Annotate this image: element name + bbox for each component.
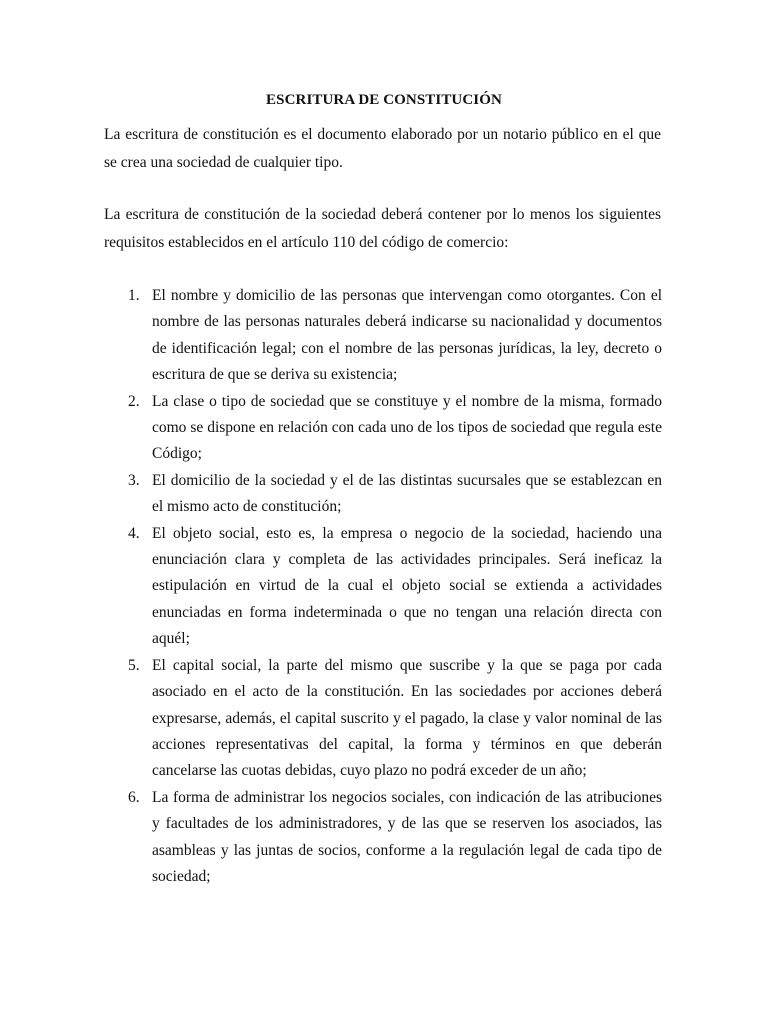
- list-item-number: 5.: [128, 656, 140, 674]
- list-item: [104, 785, 662, 891]
- list-item: [104, 521, 662, 653]
- list-item-number: 4.: [128, 524, 140, 542]
- list-item-text: El nombre y domicilio de las personas que intervengan como otorgantes. Con el nombre de las personas naturales deberá indicarse su nacionalidad y documentos de identificación legal; con el nombre de las personas jurídicas, la ley, decreto o escritura de que se deriva su existencia;: [152, 287, 662, 384]
- list-item-text: El objeto social, esto es, la empresa o negocio de la sociedad, haciendo una enunciación clara y completa de las actividades principales. Será ineficaz la estipulación en virtud de la cual el objeto social se extienda a actividades enunciadas en forma indeterminada o que no tengan una relación directa con aquél;: [152, 524, 662, 648]
- list-item-number: 2.: [128, 392, 140, 410]
- list-item: [104, 389, 662, 468]
- document-title: ESCRITURA DE CONSTITUCIÓN: [266, 92, 502, 108]
- list-item: [104, 468, 662, 521]
- requirements-list: [104, 283, 662, 890]
- requirements-intro-paragraph: La escritura de constitución de la sociedad deberá contener por lo menos los siguientes requisitos establecidos en el artículo 110 del código de comercio:: [104, 206, 661, 251]
- list-item-text: El domicilio de la sociedad y el de las distintas sucursales que se establezcan en el mismo acto de constitución;: [152, 471, 662, 516]
- list-item: [104, 653, 662, 785]
- list-item-number: 3.: [128, 471, 140, 489]
- list-item: [104, 283, 662, 389]
- list-item-number: 1.: [128, 287, 140, 304]
- list-item-text: La clase o tipo de sociedad que se constituye y el nombre de la misma, formado como se dispone en relación con cada uno de los tipos de sociedad que regula este Código;: [152, 392, 662, 463]
- list-item-text: La forma de administrar los negocios sociales, con indicación de las atribuciones y facultades de los administradores, y de las que se reserven los asociados, las asambleas y las juntas de socios, conforme a la regulación legal de cada tipo de sociedad;: [152, 788, 662, 885]
- intro-paragraph: La escritura de constitución es el documento elaborado por un notario público en el que se crea una sociedad de cualquier tipo.: [104, 126, 661, 171]
- list-item-number: 6.: [128, 788, 140, 806]
- list-item-text: El capital social, la parte del mismo que suscribe y la que se paga por cada asociado en el acto de la constitución. En las sociedades por acciones deberá expresarse, además, el capital suscrito y el pagado, la clase y valor nominal de las acciones representativas del capital, la forma y términos en que deberán cancelarse las cuotas debidas, cuyo plazo no podrá exceder de un año;: [152, 656, 662, 780]
